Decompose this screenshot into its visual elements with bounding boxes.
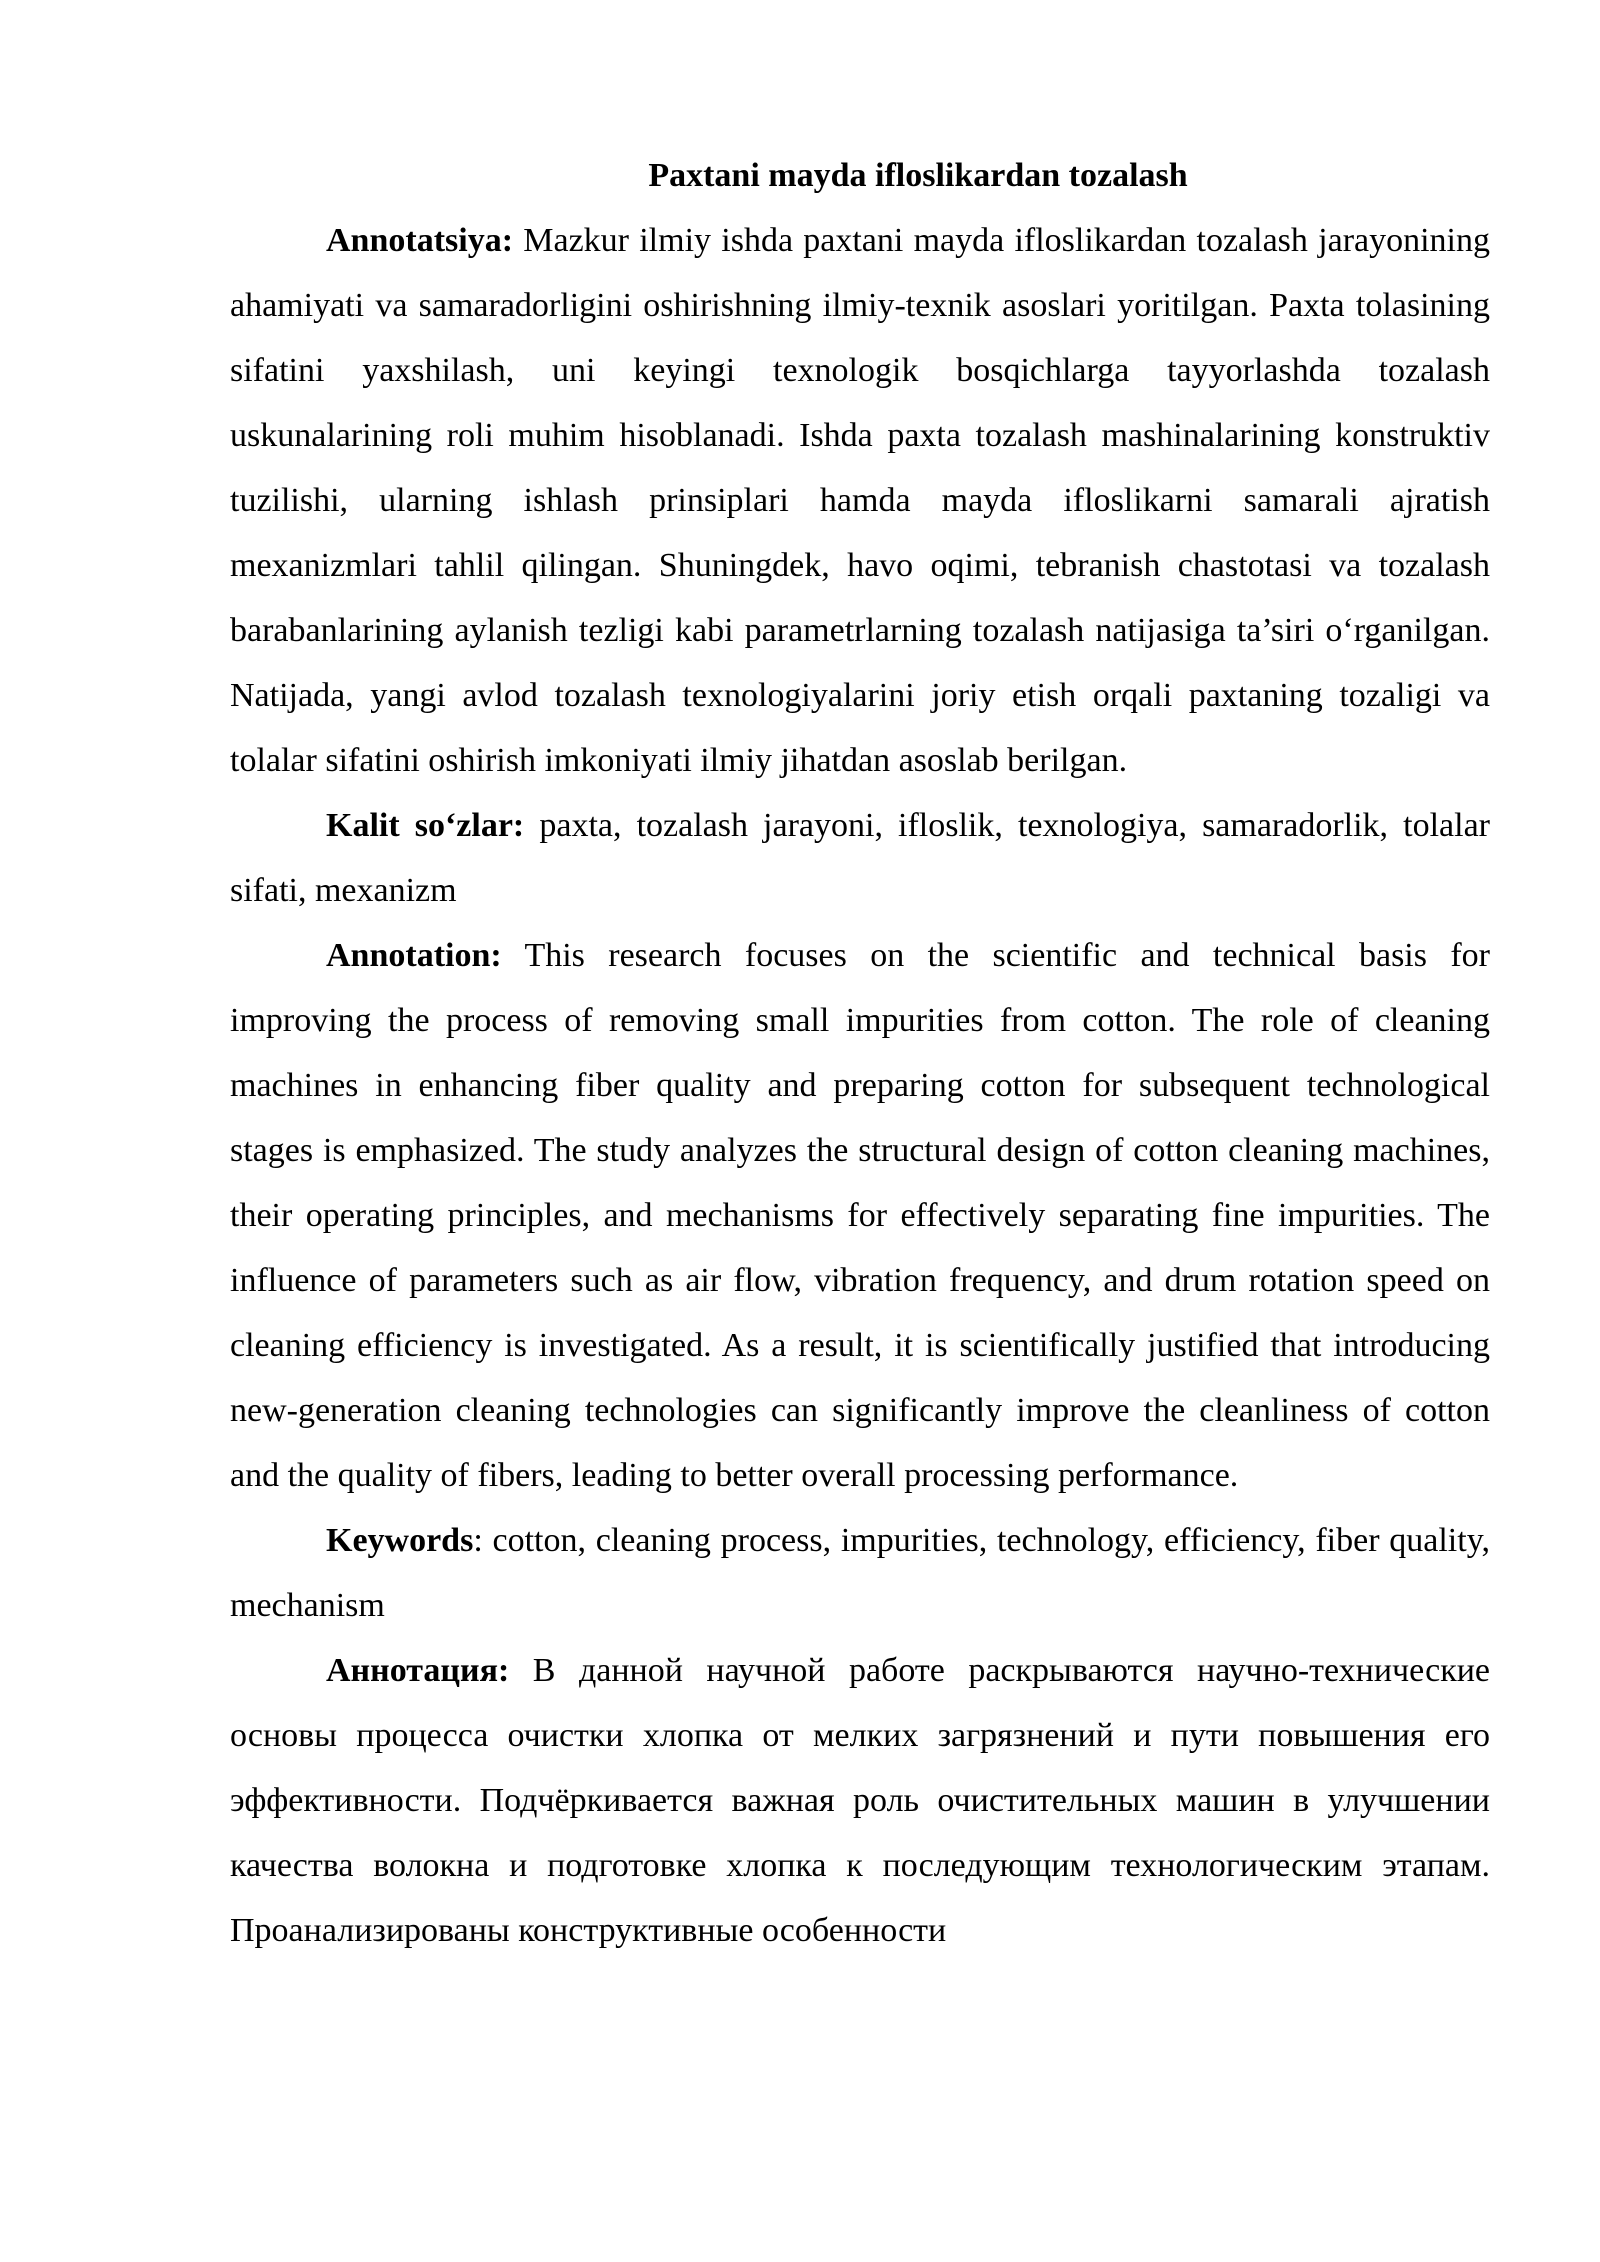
document-title: Paxtani mayda ifloslikardan tozalash bbox=[648, 157, 1188, 194]
keywords-en-text: : cotton, cleaning process, impurities, technology, efficiency, fiber quality, mechanism bbox=[230, 1522, 1490, 1624]
document-body bbox=[230, 143, 1490, 1963]
keywords-uz-text: paxta, tozalash jarayoni, ifloslik, texnologiya, samaradorlik, tolalar sifati, mexanizm bbox=[230, 807, 1490, 909]
keywords-en-label: Keywords bbox=[326, 1522, 474, 1559]
annotation-en-paragraph bbox=[230, 923, 1490, 1508]
keywords-uz-label: Kalit so‘zlar: bbox=[326, 807, 525, 844]
keywords-en-paragraph bbox=[230, 1508, 1490, 1638]
keywords-uz-paragraph bbox=[230, 793, 1490, 923]
annotation-uz-paragraph bbox=[230, 208, 1490, 793]
annotation-uz-label: Annotatsiya: bbox=[326, 222, 514, 259]
annotation-ru-label: Аннотация: bbox=[326, 1652, 510, 1689]
annotation-uz-text: Mazkur ilmiy ishda paxtani mayda ifloslikardan tozalash jarayonining ahamiyati va samaradorligini oshirishning ilmiy-texnik asoslari yoritilgan. Paxta tolasining sifatini yaxshilash, uni keyingi texnologik bosqichlarga tayyorlashda tozalash uskunalarining roli muhim hisoblanadi. Ishda paxta tozalash mashinalarining konstruktiv tuzilishi, ularning ishlash prinsiplari hamda mayda ifloslikarni samarali ajratish mexanizmlari tahlil qilingan. Shuningdek, havo oqimi, tebranish chastotasi va tozalash barabanlarining aylanish tezligi kabi parametrlarning tozalash natijasiga ta’siri o‘rganilgan. Natijada, yangi avlod tozalash texnologiyalarini joriy etish orqali paxtaning tozaligi va tolalar sifatini oshirish imkoniyati ilmiy jihatdan asoslab berilgan. bbox=[230, 222, 1490, 779]
annotation-en-text: This research focuses on the scientific and technical basis for improving the process of removing small impurities from cotton. The role of cleaning machines in enhancing fiber quality and preparing cotton for subsequent technological stages is emphasized. The study analyzes the structural design of cotton cleaning machines, their operating principles, and mechanisms for effectively separating fine impurities. The influence of parameters such as air flow, vibration frequency, and drum rotation speed on cleaning efficiency is investigated. As a result, it is scientifically justified that introducing new-generation cleaning technologies can significantly improve the cleanliness of cotton and the quality of fibers, leading to better overall processing performance. bbox=[230, 937, 1490, 1494]
annotation-ru-text: В данной научной работе раскрываются научно-технические основы процесса очистки хлопка от мелких загрязнений и пути повышения его эффективности. Подчёркивается важная роль очистительных машин в улучшении качества волокна и подготовке хлопка к последующим технологическим этапам. Проанализированы конструктивные особенности bbox=[230, 1652, 1490, 1949]
annotation-ru-paragraph bbox=[230, 1638, 1490, 1963]
annotation-en-label: Annotation: bbox=[326, 937, 502, 974]
